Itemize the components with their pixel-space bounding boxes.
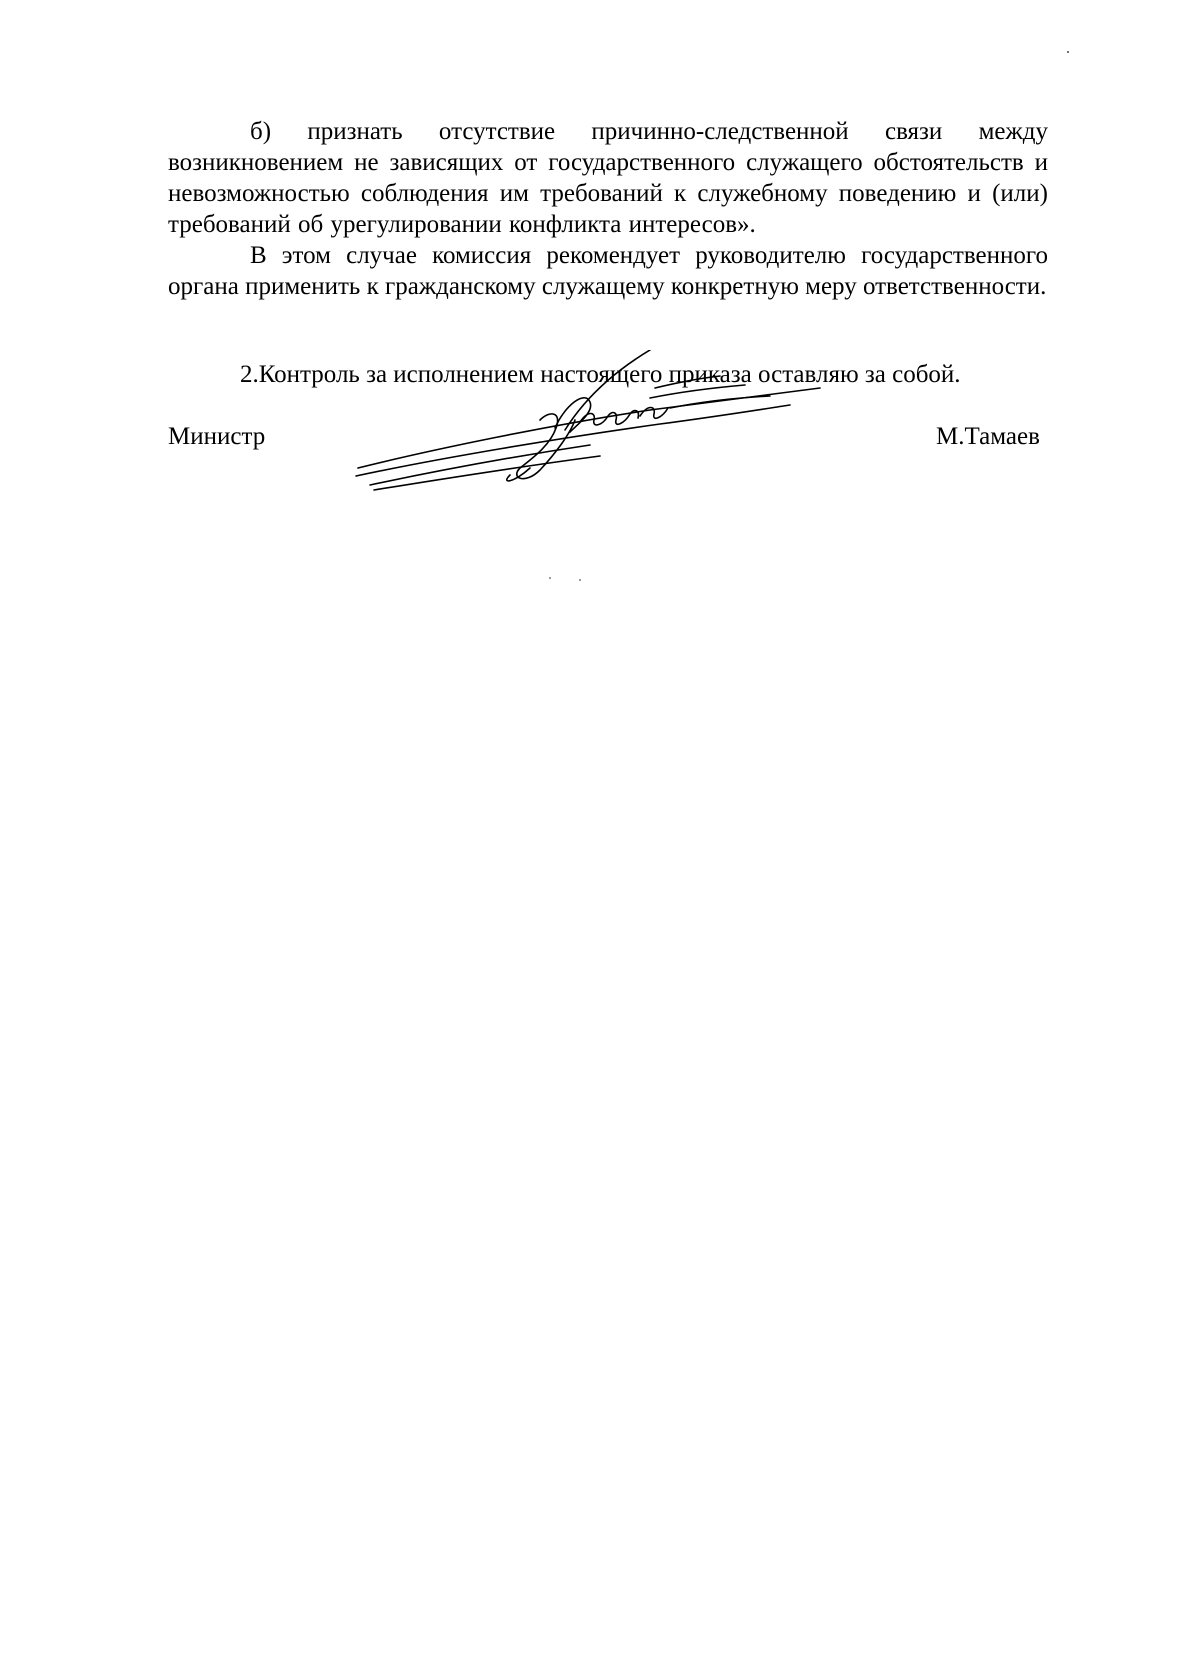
signatory-title: Министр [168, 423, 266, 450]
handwritten-signature [350, 350, 830, 520]
paragraph-b: б) признать отсутствие причинно-следственной связи между возникновением не зависящих от государственного служащего обстоятельств и невозможностью соблюдения им требований к служебному поведению и (или) требований об урегулировании конфликта интересов». [168, 118, 1048, 238]
paragraph-control-clause: 2.Контроль за исполнением настоящего приказа оставляю за собой. [240, 361, 961, 388]
paragraph-commission-recommendation: В этом случае комиссия рекомендует руководителю государственного органа применить к гражданскому служащему конкретную меру ответственности. [168, 242, 1048, 300]
signatory-name: М.Тамаев [936, 423, 1040, 450]
